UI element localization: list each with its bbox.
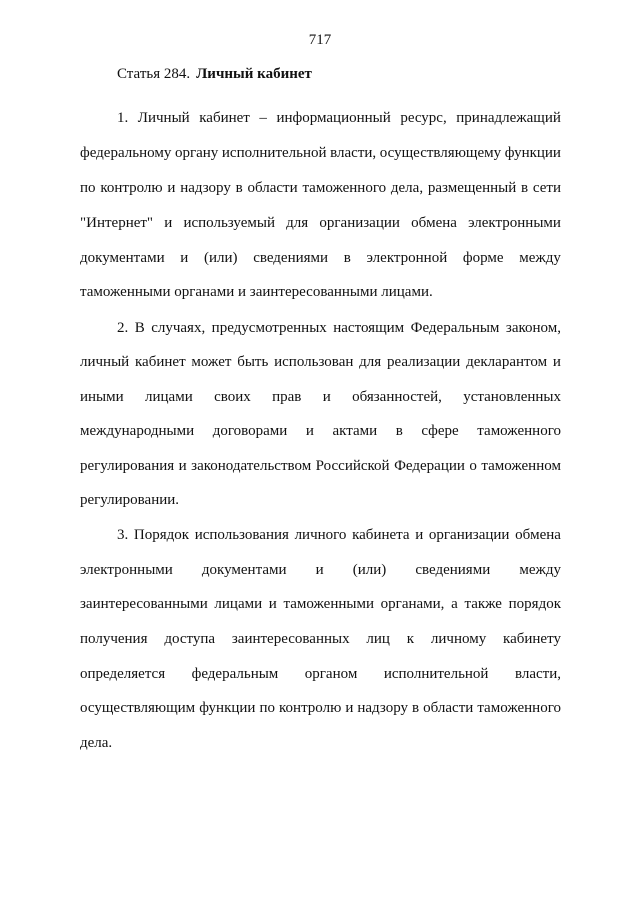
word: порядок [508,596,561,612]
paragraph-3-line-7: дела. [80,735,113,751]
paragraph-2-line-3 [80,387,561,407]
word: надзору [357,700,409,716]
word: своих [214,389,251,405]
word: кабинету [503,631,561,647]
word: используемый [183,215,275,231]
word: форме [462,250,504,266]
word: осуществляющему [379,145,502,161]
word: электронными [468,215,561,231]
word: области [247,180,298,196]
word: Российской [315,458,390,474]
word: реализации [387,354,461,370]
word: власти, [330,145,377,161]
word: таможенного [477,700,561,716]
word: принадлежащий [456,110,561,126]
word: сведениями [253,250,329,266]
word: области [423,700,474,716]
word: о [469,458,477,474]
word: для [286,215,309,231]
word: в [235,180,243,196]
word: по [259,700,275,716]
word: и [322,389,331,405]
word: федеральному [80,145,172,161]
word: лицами [145,389,193,405]
paragraph-1-line-6: таможенными органами и заинтересованными лицами. [80,284,433,300]
paragraph-2-line-2 [80,352,561,372]
word: настоящим [333,320,405,336]
word: договорами [212,423,288,439]
word: между [519,562,561,578]
word: "Интернет" [80,215,154,231]
word: Порядок [133,527,190,543]
word: сведениями [415,562,491,578]
word: ресурс, [400,110,447,126]
word: использования [194,527,289,543]
article-heading [117,66,312,83]
word: использован [274,354,354,370]
word: прав [272,389,302,405]
word: кабинет [199,110,250,126]
word: размещенный [427,180,517,196]
paragraph-3-line-3 [80,594,561,614]
word: (или) [203,250,238,266]
word: организации [428,527,510,543]
word: личному [430,631,487,647]
word: власти, [514,666,561,682]
word: федеральным [191,666,279,682]
word: международными [80,423,195,439]
word: личного [294,527,347,543]
word: актами [332,423,378,439]
page-number: 717 [308,32,332,48]
word: и [345,700,354,716]
word: Федерации [394,458,465,474]
word: для [359,354,382,370]
paragraph-2-line-5 [80,456,561,476]
word: 1. [117,110,129,126]
word: В [134,320,145,336]
word: Личный [137,110,190,126]
paragraph-3-line-5 [80,664,561,684]
word: обмена [411,215,457,231]
word: доступа [164,631,216,647]
word: органу [174,145,219,161]
word: документами [80,250,165,266]
paragraph-3-line-1 [117,525,561,545]
word: установленных [463,389,561,405]
word: может [191,354,232,370]
word: и [315,562,324,578]
word: регулирования [80,458,175,474]
word: случаях, [151,320,206,336]
word: кабинет [135,354,186,370]
word: электронной [366,250,448,266]
paragraph-3-line-2 [80,560,561,580]
word: и [178,458,187,474]
word: сети [532,180,561,196]
paragraph-2-line-1 [117,318,561,338]
word: Федеральным [410,320,500,336]
word: – [259,110,267,126]
word: лицами [214,596,263,612]
word: таможенном [481,458,561,474]
word: законодательством [191,458,312,474]
word: определяется [80,666,166,682]
word: 2. [117,320,129,336]
word: предусмотренных [211,320,327,336]
paragraph-2-line-4 [80,421,561,441]
paragraph-1-line-4 [80,213,561,233]
paragraph-3-line-6 [80,698,561,718]
paragraph-2-line-6: регулировании. [80,492,180,508]
word: лиц [366,631,390,647]
word: иными [80,389,124,405]
word: документами [201,562,287,578]
word: к [406,631,415,647]
word: и [164,215,173,231]
paragraph-3-line-4 [80,629,561,649]
word: быть [237,354,269,370]
word: (или) [352,562,387,578]
word: в [343,250,351,266]
word: а [451,596,458,612]
word: по [80,180,96,196]
word: надзору [180,180,231,196]
word: электронными [80,562,173,578]
word: контролю [100,180,163,196]
word: функции [199,700,256,716]
word: и [552,354,561,370]
word: заинтересованных [231,631,350,647]
paragraph-1-line-5 [80,248,561,268]
word: осуществляющим [80,700,196,716]
word: декларантом [466,354,548,370]
word: исполнительной [221,145,327,161]
word: сфере [421,423,459,439]
word: таможенного [302,180,387,196]
article-number: Статья 284. [117,66,191,82]
word: и [305,423,314,439]
word: органами, [380,596,445,612]
word: заинтересованными [80,596,208,612]
word: получения [80,631,148,647]
paragraph-1-line-1 [117,108,561,128]
word: в [395,423,403,439]
word: организации [319,215,400,231]
word: обмена [515,527,561,543]
paragraph-1-line-3 [80,178,561,198]
word: также [464,596,502,612]
word: обязанностей, [352,389,442,405]
article-title: Личный кабинет [196,66,312,82]
word: в [412,700,420,716]
word: таможенного [477,423,561,439]
word: функции [504,145,561,161]
word: 3. [117,527,129,543]
word: дела, [390,180,424,196]
word: между [519,250,561,266]
word: органом [304,666,358,682]
word: исполнительной [383,666,489,682]
word: в [521,180,529,196]
word: информационный [276,110,391,126]
word: и [415,527,424,543]
word: кабинета [352,527,410,543]
paragraph-1-line-2 [80,143,561,163]
word: и [180,250,189,266]
word: контролю [279,700,342,716]
word: и [167,180,176,196]
word: личный [80,354,130,370]
word: законом, [505,320,561,336]
word: и [268,596,277,612]
word: таможенными [283,596,374,612]
